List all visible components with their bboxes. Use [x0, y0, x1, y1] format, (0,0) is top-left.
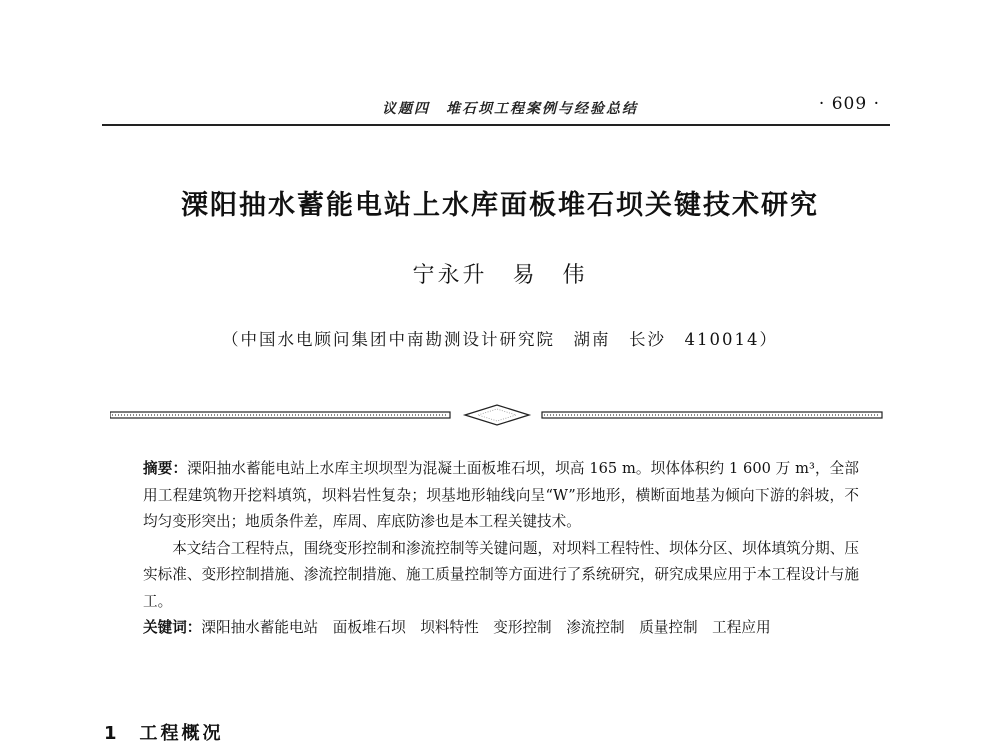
ornament-divider [110, 404, 884, 428]
section-number: 1 [104, 723, 120, 744]
abstract-label: 摘要： [143, 460, 188, 477]
section-title: 工程概况 [139, 723, 224, 744]
section-heading [104, 719, 224, 745]
paper-title: 溧阳抽水蓄能电站上水库面板堆石坝关键技术研究 [181, 190, 819, 221]
page-number: · 609 · [818, 94, 880, 114]
paper-affiliation: （中国水电顾问集团中南勘测设计研究院 湖南 长沙 410014） [222, 330, 778, 349]
paper-authors: 宁永升 易 伟 [412, 263, 588, 288]
running-head: 议题四 堆石坝工程案例与经验总结 [382, 101, 638, 117]
abstract-paragraph-2: 本文结合工程特点，围绕变形控制和渗流控制等关键问题，对坝料工程特性、坝体分区、坝体填筑分期、压实标准、变形控制措施、渗流控制措施、施工质量控制等方面进行了系统研究，研究成果应用于本工程设计与施工。 [143, 539, 859, 610]
page-header [102, 92, 890, 126]
keywords-label: 关键词： [143, 619, 202, 636]
keywords-text: 溧阳抽水蓄能电站 面板堆石坝 坝料特性 变形控制 渗流控制 质量控制 工程应用 [201, 619, 771, 636]
abstract-text-1: 溧阳抽水蓄能电站上水库主坝坝型为混凝土面板堆石坝，坝高 165 m。坝体体积约 1 600 万 m³，全部用工程建筑物开挖料填筑，坝料岩性复杂；坝基地形轴线向呈“W”形地形，横断面地基为倾向下游的斜坡，不均匀变形突出；地质条件差，库周、库底防渗也是本工程关键技术。 [143, 460, 859, 530]
header-rule [102, 124, 890, 126]
abstract [143, 456, 859, 642]
divider-diamond [465, 405, 529, 425]
abstract-paragraph-1 [143, 456, 859, 536]
keywords [143, 615, 859, 642]
